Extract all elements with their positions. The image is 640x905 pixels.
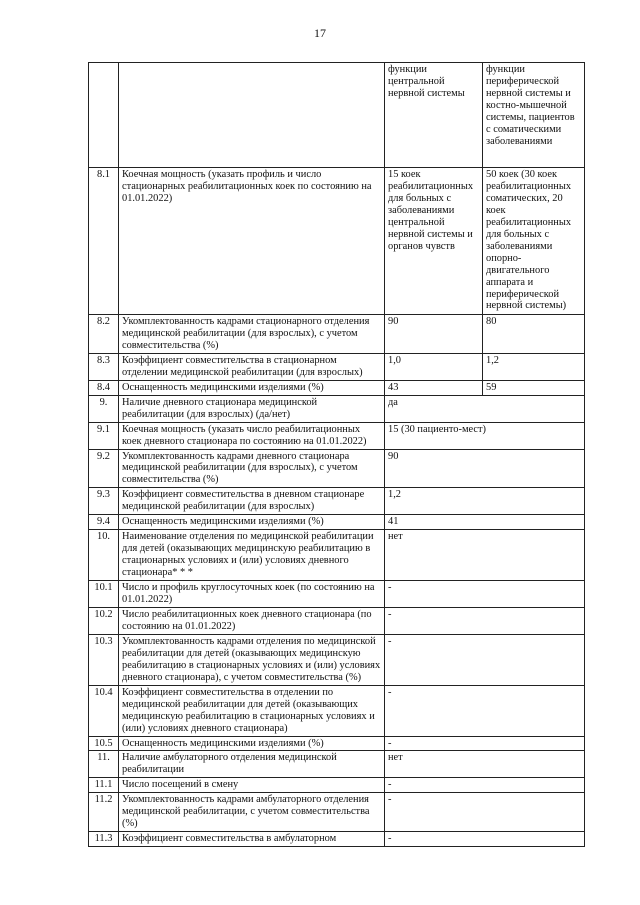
- row-number: 9.2: [89, 449, 119, 488]
- row-value: 1,2: [385, 488, 585, 515]
- table-row: [89, 778, 585, 793]
- table-row: [89, 315, 585, 354]
- row-value-cns: 1,0: [385, 353, 483, 380]
- row-label: Коэффициент совместительства в амбулаторном: [119, 832, 385, 847]
- row-label: Укомплектованность кадрами отделения по медицинской реабилитации для детей (оказывающих медицинскую реабилитацию в стационарных условиях и (или) условиях дневного стационара), с учетом совместительства (%): [119, 634, 385, 685]
- table-header-row: [89, 63, 585, 168]
- row-number: 11.: [89, 751, 119, 778]
- row-number: 11.2: [89, 793, 119, 832]
- row-label: Оснащенность медицинскими изделиями (%): [119, 736, 385, 751]
- row-value: да: [385, 395, 585, 422]
- header-label-cell: [119, 63, 385, 168]
- row-number: 10.1: [89, 581, 119, 608]
- row-number: 8.3: [89, 353, 119, 380]
- row-value: -: [385, 736, 585, 751]
- row-label: Укомплектованность кадрами дневного стационара медицинской реабилитации (для взрослых), с учетом совместительства (%): [119, 449, 385, 488]
- row-value: -: [385, 793, 585, 832]
- row-number: 10.2: [89, 607, 119, 634]
- table-row: [89, 634, 585, 685]
- row-number: 9.1: [89, 422, 119, 449]
- table-row: [89, 168, 585, 315]
- row-value: 15 (30 пациенто-мест): [385, 422, 585, 449]
- row-value: -: [385, 832, 585, 847]
- row-value-pns: 80: [483, 315, 585, 354]
- row-number: 9.3: [89, 488, 119, 515]
- row-number: 11.1: [89, 778, 119, 793]
- row-label: Наличие дневного стационара медицинской реабилитации (для взрослых) (да/нет): [119, 395, 385, 422]
- row-number: 11.3: [89, 832, 119, 847]
- table-row: [89, 685, 585, 736]
- header-col2: функции периферической нервной системы и костно-мышечной системы, пациентов с соматическими заболеваниями: [483, 63, 585, 168]
- rehabilitation-table: [88, 62, 585, 847]
- row-value: -: [385, 685, 585, 736]
- row-label: Число посещений в смену: [119, 778, 385, 793]
- row-value-pns: 1,2: [483, 353, 585, 380]
- row-value: 90: [385, 449, 585, 488]
- table-row: [89, 581, 585, 608]
- row-value: -: [385, 634, 585, 685]
- table-row: [89, 353, 585, 380]
- row-value: -: [385, 607, 585, 634]
- row-label: Оснащенность медицинскими изделиями (%): [119, 515, 385, 530]
- table-row: [89, 751, 585, 778]
- row-value: нет: [385, 530, 585, 581]
- row-value: 41: [385, 515, 585, 530]
- row-number: 9.: [89, 395, 119, 422]
- row-label: Коэффициент совместительства в дневном стационаре медицинской реабилитации (для взрослых): [119, 488, 385, 515]
- row-value-cns: 15 коек реабилитационных для больных с заболеваниями центральной нервной системы и органов чувств: [385, 168, 483, 315]
- row-value-pns: 59: [483, 380, 585, 395]
- row-number: 10.4: [89, 685, 119, 736]
- table-row: [89, 736, 585, 751]
- row-number: 8.2: [89, 315, 119, 354]
- row-value-pns: 50 коек (30 коек реабилитационных соматических, 20 коек реабилитационных для больных с заболеваниями опорно-двигательного аппарата и периферической нервной системы): [483, 168, 585, 315]
- row-number: 8.4: [89, 380, 119, 395]
- row-number: 9.4: [89, 515, 119, 530]
- table-row: [89, 793, 585, 832]
- table-row: [89, 488, 585, 515]
- row-number: 8.1: [89, 168, 119, 315]
- row-label: Коэффициент совместительства в отделении по медицинской реабилитации для детей (оказывающих медицинскую реабилитацию в стационарных условиях и (или) условиях дневного стационара): [119, 685, 385, 736]
- table-row: [89, 449, 585, 488]
- table-row: [89, 515, 585, 530]
- row-label: Число и профиль круглосуточных коек (по состоянию на 01.01.2022): [119, 581, 385, 608]
- row-value-cns: 43: [385, 380, 483, 395]
- row-value: нет: [385, 751, 585, 778]
- row-value: -: [385, 778, 585, 793]
- row-value: -: [385, 581, 585, 608]
- row-number: 10.5: [89, 736, 119, 751]
- table-row: [89, 530, 585, 581]
- row-label: Укомплектованность кадрами стационарного отделения медицинской реабилитации (для взрослых), с учетом совместительства (%): [119, 315, 385, 354]
- page-number: 17: [314, 26, 326, 40]
- header-col1: функции центральной нервной системы: [385, 63, 483, 168]
- table-row: [89, 832, 585, 847]
- table-row: [89, 395, 585, 422]
- header-num-cell: [89, 63, 119, 168]
- row-label: Наименование отделения по медицинской реабилитации для детей (оказывающих медицинскую реабилитацию в стационарных условиях и (или) условиях дневного стационара* * *: [119, 530, 385, 581]
- row-label: Число реабилитационных коек дневного стационара (по состоянию на 01.01.2022): [119, 607, 385, 634]
- table-row: [89, 380, 585, 395]
- row-label: Коэффициент совместительства в стационарном отделении медицинской реабилитации (для взрослых): [119, 353, 385, 380]
- row-number: 10.: [89, 530, 119, 581]
- row-label: Коечная мощность (указать профиль и число стационарных реабилитационных коек по состоянию на 01.01.2022): [119, 168, 385, 315]
- table-row: [89, 422, 585, 449]
- row-label: Укомплектованность кадрами амбулаторного отделения медицинской реабилитации, с учетом совместительства (%): [119, 793, 385, 832]
- row-value-cns: 90: [385, 315, 483, 354]
- row-label: Наличие амбулаторного отделения медицинской реабилитации: [119, 751, 385, 778]
- table-row: [89, 607, 585, 634]
- row-label: Коечная мощность (указать число реабилитационных коек дневного стационара по состоянию на 01.01.2022): [119, 422, 385, 449]
- row-label: Оснащенность медицинскими изделиями (%): [119, 380, 385, 395]
- row-number: 10.3: [89, 634, 119, 685]
